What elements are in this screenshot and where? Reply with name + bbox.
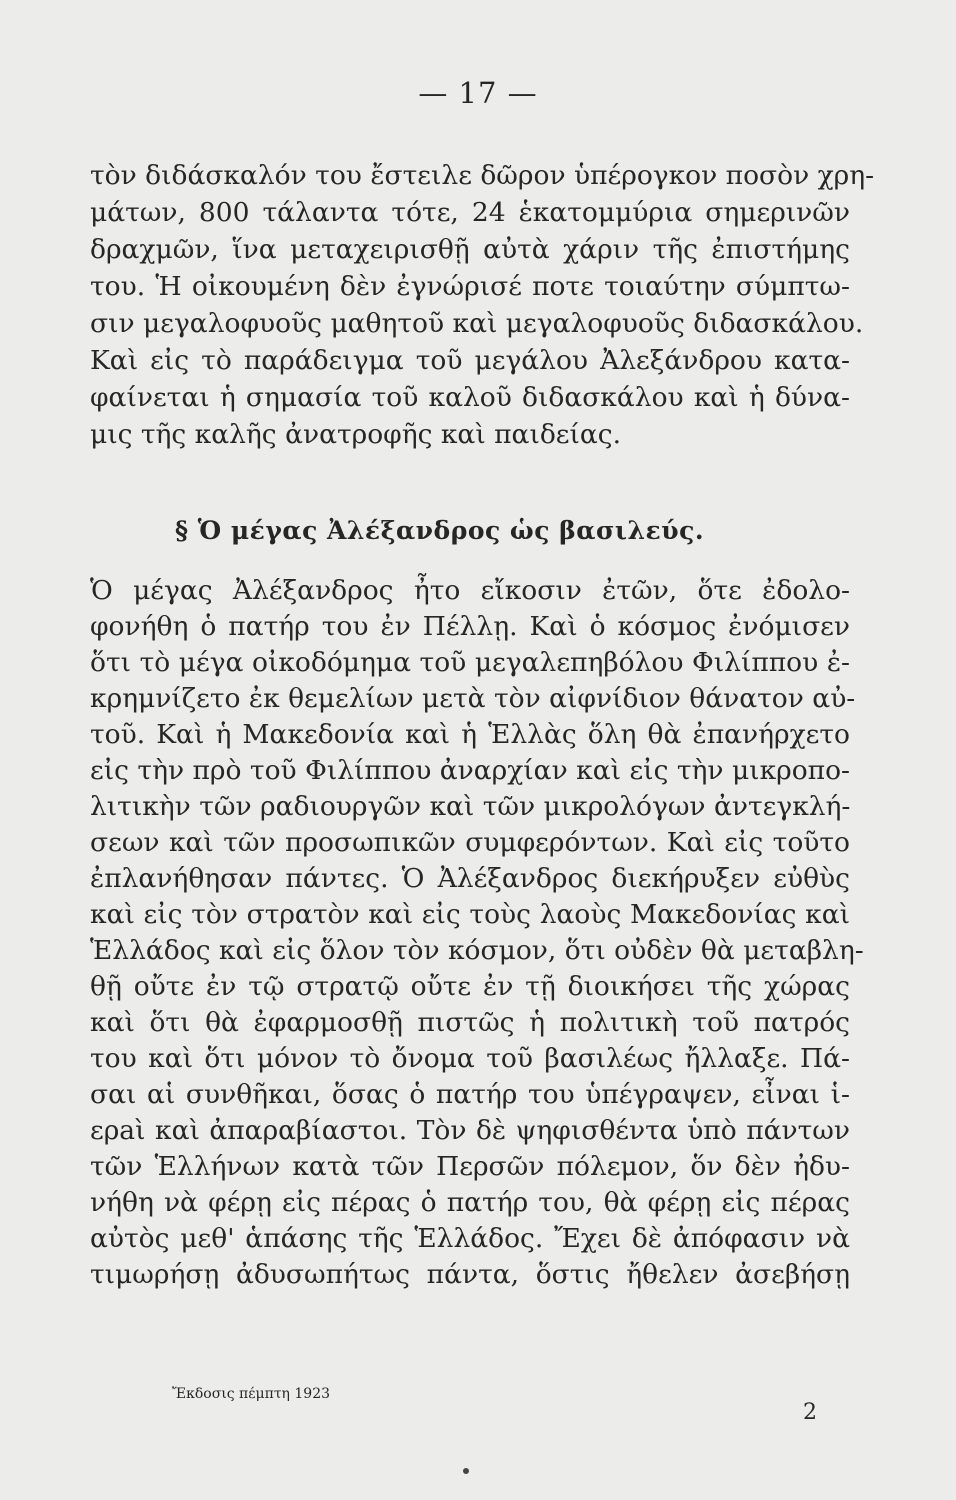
text-line: σαι αἱ συνθῆκαι, ὅσας ὁ πατήρ του ὑπέγραψεν, εἶναι ἱ- xyxy=(90,1079,850,1110)
text-line: ἐπλανήθησαν πάντες. Ὁ Ἀλέξανδρος διεκήρυξεν εὐθὺς xyxy=(90,863,850,894)
text-line: ὅτι τὸ μέγα οἰκοδόμημα τοῦ μεγαλεπηβόλου Φιλίππου ἐ- xyxy=(90,647,850,678)
ink-dot xyxy=(463,1468,469,1474)
text-line: ερaὶ καὶ ἀπαραβίαστοι. Τὸν δὲ ψηφισθέντα ὑπὸ πάντων xyxy=(90,1115,850,1146)
text-line: τῶν Ἑλλήνων κατὰ τῶν Περσῶν πόλεμον, ὅν δὲν ἠδυ- xyxy=(90,1151,850,1182)
signature-mark: 2 xyxy=(803,1400,817,1425)
text-line: μάτων, 800 τάλαντα τότε, 24 ἑκατομμύρια σημερινῶν xyxy=(90,197,850,228)
text-line: νήθη νὰ φέρῃ εἰς πέρας ὁ πατήρ του, θὰ φέρῃ εἰς πέρας xyxy=(90,1187,850,1218)
text-line: σεων καὶ τῶν προσωπικῶν συμφερόντων. Καὶ εἰς τοῦτο xyxy=(90,827,850,858)
text-line: εἰς τὴν πρὸ τοῦ Φιλίππου ἀναρχίαν καὶ εἰς τὴν μικροπο- xyxy=(90,755,850,786)
edition-note: Ἔκδοσις πέμπτη 1923 xyxy=(172,1386,331,1402)
text-line: Ἑλλάδος καὶ εἰς ὅλον τὸν κόσμον, ὅτι οὐδὲν θὰ μεταβλη- xyxy=(90,935,864,966)
text-line: τιμωρήσῃ ἀδυσωπήτως πάντα, ὅστις ἤθελεν ἀσεβήσῃ xyxy=(90,1259,850,1290)
text-line: του καὶ ὅτι μόνον τὸ ὄνομα τοῦ βασιλέως ἤλλαξε. Πά- xyxy=(90,1043,850,1074)
text-line: τοῦ. Καὶ ἡ Μακεδονία καὶ ἡ Ἑλλὰς ὅλη θὰ ἐπανήρχετο xyxy=(90,719,850,750)
text-line: τὸν διδάσκαλόν του ἔστειλε δῶρον ὑπέρογκον ποσὸν χρη- xyxy=(90,160,875,191)
section-heading: § Ὁ μέγας Ἀλέξανδρος ὡς βασιλεύς. xyxy=(175,516,705,545)
text-line: κρημνίζετο ἐκ θεμελίων μετὰ τὸν αἰφνίδιον θάνατον αὐ- xyxy=(90,683,856,714)
text-line: δραχμῶν, ἵνα μεταχειρισθῇ αὐτὰ χάριν τῆς ἐπιστήμης xyxy=(90,234,850,265)
text-line: αὐτὸς μεθ' ἁπάσης τῆς Ἑλλάδος. Ἔχει δὲ ἀπόφασιν νὰ xyxy=(90,1223,850,1254)
text-line: σιν μεγαλοφυοῦς μαθητοῦ καὶ μεγαλοφυοῦς διδασκάλου. xyxy=(90,308,864,339)
text-line: λιτικὴν τῶν ραδιουργῶν καὶ τῶν μικρολόγων ἀντεγκλή- xyxy=(90,791,851,822)
page-number: — 17 — xyxy=(418,76,538,110)
text-line: του. Ἡ οἰκουμένη δὲν ἐγνώρισέ ποτε τοιαύτην σύμπτω- xyxy=(90,271,850,302)
text-line: καὶ ὅτι θὰ ἐφαρμοσθῇ πιστῶς ἡ πολιτικὴ τοῦ πατρός xyxy=(90,1007,850,1038)
text-line: θῇ οὔτε ἐν τῷ στρατῷ οὔτε ἐν τῇ διοικήσει τῆς χώρας xyxy=(90,971,850,1002)
text-line: καὶ εἰς τὸν στρατὸν καὶ εἰς τοὺς λαοὺς Μακεδονίας καὶ xyxy=(90,899,850,930)
text-line: φονήθη ὁ πατήρ του ἐν Πέλλῃ. Καὶ ὁ κόσμος ἐνόμισεν xyxy=(90,611,850,642)
text-line: φαίνεται ἡ σημασία τοῦ καλοῦ διδασκάλου καὶ ἡ δύνα- xyxy=(90,382,850,413)
text-line: Ὁ μέγας Ἀλέξανδρος ἦτο εἴκοσιν ἐτῶν, ὅτε ἐδολο- xyxy=(90,575,850,606)
text-line: μις τῆς καλῆς ἀνατροφῆς καὶ παιδείας. xyxy=(90,419,622,450)
text-line: Καὶ εἰς τὸ παράδειγμα τοῦ μεγάλου Ἀλεξάνδρου κατα- xyxy=(90,345,850,376)
